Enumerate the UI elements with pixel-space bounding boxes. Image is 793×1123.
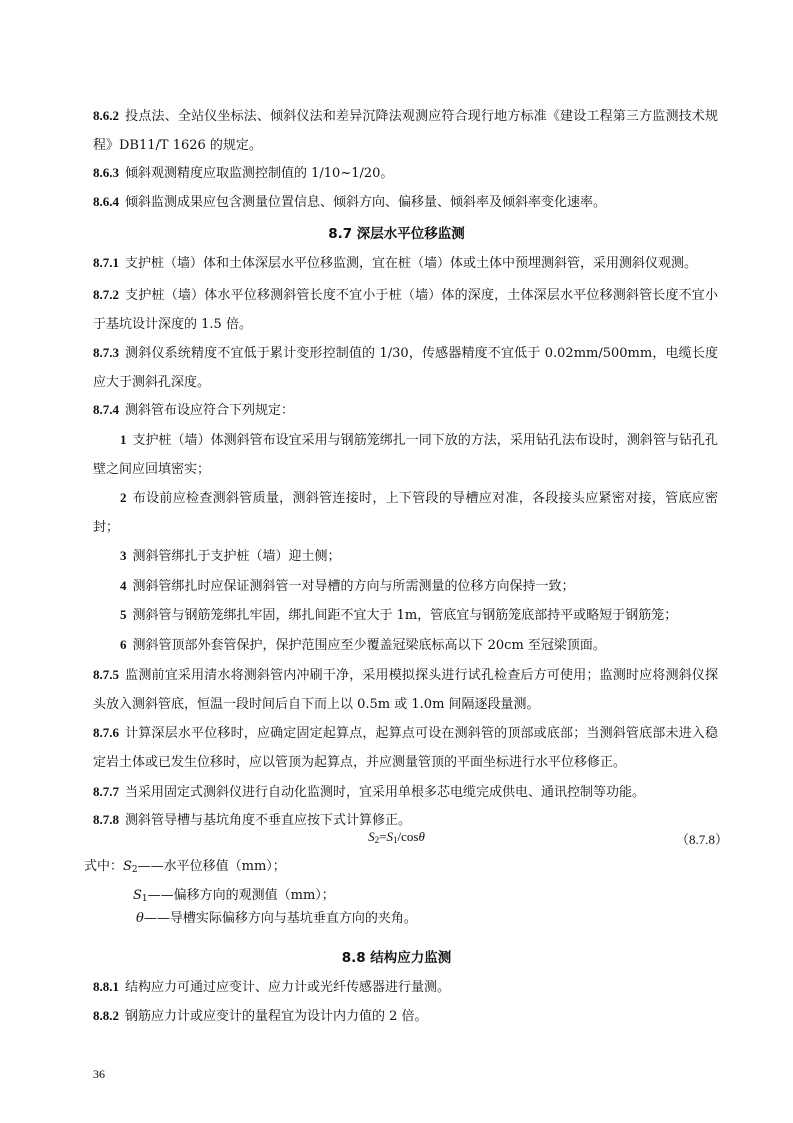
page-number: 36 — [93, 1067, 105, 1081]
clause-8-7-8: 8.7.8 测斜管导槽与基坑角度不垂直应按下式计算修正。 — [93, 812, 412, 828]
list-item-4: 4 测斜管绑扎时应保证测斜管一对导槽的方向与所需测量的位移方向保持一致； — [120, 578, 575, 594]
list-item-3: 3 测斜管绑扎于支护桩（墙）迎土侧； — [120, 548, 341, 564]
clause-8-7-2: 8.7.2 支护桩（墙）体水平位移测斜管长度不宜小于桩（墙）体的深度，土体深层水平位移测斜管长度不宜小于基坑设计深度的 1.5 倍。 — [93, 287, 718, 332]
equation-number: （8.7.8） — [676, 832, 729, 847]
clause-8-7-1: 8.7.1 支护桩（墙）体和土体深层水平位移监测，宜在桩（墙）体或土体中预埋测斜管，采用测斜仪观测。 — [93, 255, 698, 271]
clause-8-6-4: 8.6.4 倾斜监测成果应包含测量位置信息、倾斜方向、偏移量、倾斜率及倾斜率变化速率。 — [93, 194, 607, 210]
where-line-1: 式中：$S_2——$水平位移值（mm）； — [84, 859, 286, 875]
clause-8-7-7: 8.7.7 当采用固定式测斜仪进行自动化监测时，宜采用单根多芯电缆完成供电、通讯控制等功能。 — [93, 784, 646, 800]
clause-8-7-6: 8.7.6 计算深层水平位移时，应确定固定起算点，起算点可设在测斜管的顶部或底部；当测斜管底部未进入稳定岩土体或已发生位移时，应以管顶为起算点，并应测量管顶的平面坐标进行水平位移修正。 — [93, 725, 718, 770]
clause-8-8-2: 8.8.2 钢筋应力计或应变计的量程宜为设计内力值的 2 倍。 — [93, 1008, 428, 1024]
list-item-6: 6 测斜管顶部外套管保护，保护范围应至少覆盖冠梁底标高以下 20cm 至冠梁顶面。 — [120, 637, 606, 653]
list-item-5: 5 测斜管与钢筋笼绑扎牢固，绑扎间距不宜大于 1m，管底宜与钢筋笼底部持平或略短于钢筋笼； — [120, 607, 678, 623]
clause-8-7-3: 8.7.3 测斜仪系统精度不宜低于累计变形控制值的 1/30，传感器精度不宜低于 0.02mm/500mm，电缆长度应大于测斜孔深度。 — [93, 345, 718, 390]
clause-8-6-2: 8.6.2 投点法、全站仪坐标法、倾斜仪法和差异沉降法观测应符合现行地方标准《建设工程第三方监测技术规程》DB11/T 1626 的规定。 — [93, 108, 718, 153]
clause-8-8-1: 8.8.1 结构应力可通过应变计、应力计或光纤传感器进行量测。 — [93, 979, 451, 995]
clause-8-7-4: 8.7.4 测斜管布设应符合下列规定： — [93, 402, 295, 418]
formula-8-7-8: $S_2=S_1$/cosθ — [368, 829, 425, 845]
list-item-2: 2 布设前应检查测斜管质量，测斜管连接时，上下管段的导槽应对准，各段接头应紧密对接，管底应密封； — [93, 490, 718, 535]
where-line-2: $S_1——$偏移方向的观测值（mm）； — [133, 888, 335, 904]
clause-8-7-5: 8.7.5 监测前宜采用清水将测斜管内冲刷干净，采用模拟探头进行试孔检查后方可使用；监测时应将测斜仪探头放入测斜管底，恒温一段时间后自下而上以 0.5m 或 1.0m 间隔逐段量测。 — [93, 667, 718, 712]
where-line-3: θ——导槽实际偏移方向与基坑垂直方向的夹角。 — [136, 911, 417, 926]
clause-8-6-3: 8.6.3 倾斜观测精度应取监测控制值的 1/10~1/20。 — [93, 165, 394, 181]
list-item-1: 1 支护桩（墙）体测斜管布设宜采用与钢筋笼绑扎一同下放的方法，采用钻孔法布设时，测斜管与钻孔孔壁之间应回填密实； — [93, 432, 718, 477]
section-heading-8-8: 8.8 结构应力监测 — [341, 950, 452, 966]
section-heading-8-7: 8.7 深层水平位移监测 — [328, 226, 465, 242]
